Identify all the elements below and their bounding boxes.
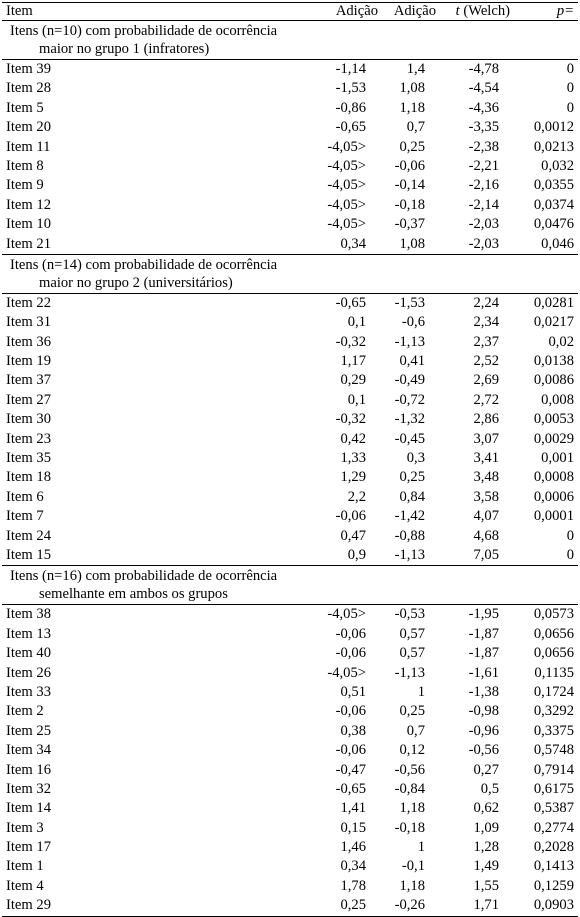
table-row (2, 546, 578, 565)
cell-adicao-1: 2,2 (347, 488, 366, 505)
table-row (2, 780, 578, 799)
cell-adicao-2: 0,25 (399, 138, 425, 155)
cell-t: -1,87 (468, 625, 499, 642)
cell-adicao-2: 1 (417, 839, 425, 856)
cell-adicao-1: 0,29 (340, 372, 366, 389)
cell-t: 1,49 (473, 858, 499, 875)
table-row (2, 352, 578, 371)
cell-item: Item 40 (6, 645, 51, 662)
section-title (2, 565, 578, 605)
cell-p: 0,032 (541, 157, 574, 174)
cell-p: 0,0138 (533, 353, 574, 370)
cell-p: 0 (566, 99, 574, 116)
cell-t: -4,54 (468, 80, 499, 97)
cell-p: 0,0656 (533, 625, 574, 642)
cell-adicao-2: 1 (417, 683, 425, 700)
cell-adicao-2: -0,06 (394, 157, 425, 174)
cell-t: 2,24 (473, 294, 499, 311)
cell-t: 2,34 (473, 314, 499, 331)
cell-t: -2,03 (468, 216, 499, 233)
table-row (2, 625, 578, 644)
cell-p: 0,1259 (533, 877, 574, 894)
cell-adicao-1: -1,14 (335, 61, 366, 77)
cell-p: 0,046 (541, 235, 574, 252)
table-row (2, 799, 578, 818)
cell-t: -2,16 (468, 177, 499, 194)
cell-adicao-1: 0,34 (340, 235, 366, 252)
cell-item: Item 12 (6, 196, 51, 213)
cell-p: 0,0012 (533, 119, 574, 136)
cell-t: -0,56 (468, 742, 499, 759)
table-row (2, 507, 578, 526)
cell-adicao-1: -0,65 (335, 780, 366, 797)
cell-adicao-1: -0,06 (335, 625, 366, 642)
section-title-line1: Itens (n=14) com probabilidade de ocorrência (10, 256, 278, 273)
cell-adicao-2: -1,32 (394, 411, 425, 428)
table-row (2, 702, 578, 721)
cell-t: -1,61 (468, 664, 499, 681)
table-row (2, 605, 578, 624)
cell-adicao-2: 0,7 (406, 722, 425, 739)
section-title (2, 254, 578, 294)
cell-p: 0,0213 (533, 138, 574, 155)
cell-item: Item 22 (6, 294, 51, 311)
table-row (2, 683, 578, 702)
header-p-label: p= (556, 3, 574, 19)
cell-t: -1,38 (468, 683, 499, 700)
cell-t: 1,28 (473, 839, 499, 856)
cell-item: Item 8 (6, 157, 44, 174)
cell-adicao-2: 1,18 (399, 800, 425, 817)
cell-item: Item 39 (6, 61, 51, 77)
table-row (2, 196, 578, 215)
header-adicao-1: Adição (335, 3, 378, 19)
cell-adicao-2: -0,37 (394, 216, 425, 233)
cell-item: Item 15 (6, 546, 51, 563)
table-row (2, 819, 578, 838)
cell-item: Item 20 (6, 119, 51, 136)
cell-adicao-2: 0,41 (399, 353, 425, 370)
header-p (557, 3, 574, 20)
cell-adicao-1: -0,06 (335, 508, 366, 525)
cell-adicao-2: 1,08 (399, 80, 425, 97)
cell-adicao-2: -1,53 (394, 294, 425, 311)
cell-adicao-2: 0,25 (399, 703, 425, 720)
cell-item: Item 27 (6, 391, 51, 408)
table-row (2, 664, 578, 683)
table-row (2, 294, 578, 313)
cell-adicao-1: -0,47 (335, 761, 366, 778)
table-row (2, 235, 578, 254)
cell-t: 1,71 (473, 897, 499, 914)
cell-item: Item 9 (6, 177, 44, 194)
cell-adicao-2: -1,42 (394, 508, 425, 525)
cell-adicao-1: 1,41 (340, 800, 366, 817)
cell-t: 2,69 (473, 372, 499, 389)
cell-adicao-2: 0,25 (399, 469, 425, 486)
cell-adicao-2: -0,49 (394, 372, 425, 389)
table-row (2, 391, 578, 410)
cell-p: 0,5748 (533, 742, 574, 759)
cell-adicao-2: -1,13 (394, 546, 425, 563)
cell-p: 0,7914 (533, 761, 574, 778)
header-adicao-2: Adição (393, 3, 436, 19)
cell-t: 3,58 (473, 488, 499, 505)
cell-t: 0,27 (473, 761, 499, 778)
cell-p: 0,1724 (533, 683, 574, 700)
cell-adicao-2: -0,6 (401, 314, 425, 331)
table-row (2, 468, 578, 487)
cell-adicao-1: 1,33 (340, 450, 366, 467)
header-t-welch (456, 3, 510, 20)
cell-p: 0 (566, 80, 574, 97)
table-row (2, 215, 578, 234)
cell-item: Item 4 (6, 877, 44, 894)
cell-item: Item 26 (6, 664, 51, 681)
cell-item: Item 7 (6, 508, 44, 525)
cell-adicao-1: 0,34 (340, 858, 366, 875)
table-row (2, 896, 578, 916)
table-row (2, 410, 578, 429)
cell-t: 2,72 (473, 391, 499, 408)
cell-item: Item 6 (6, 488, 44, 505)
cell-adicao-1: -0,32 (335, 333, 366, 350)
cell-adicao-1: 0,15 (340, 819, 366, 836)
cell-adicao-2: -0,26 (394, 897, 425, 914)
cell-item: Item 29 (6, 897, 51, 914)
cell-adicao-2: -0,18 (394, 196, 425, 213)
cell-item: Item 5 (6, 99, 44, 116)
cell-item: Item 1 (6, 858, 44, 875)
section-title (2, 21, 578, 60)
cell-adicao-2: -0,72 (394, 391, 425, 408)
table-row (2, 430, 578, 449)
table-row (2, 313, 578, 332)
cell-adicao-2: -0,14 (394, 177, 425, 194)
section-title-line2: maior no grupo 1 (infratores) (39, 41, 210, 57)
cell-adicao-2: -0,18 (394, 819, 425, 836)
cell-t: -4,78 (468, 61, 499, 77)
cell-t: 1,09 (473, 819, 499, 836)
cell-adicao-1: -0,86 (335, 99, 366, 116)
cell-p: 0,6175 (533, 780, 574, 797)
cell-t: 3,07 (473, 430, 499, 447)
table-header (2, 2, 578, 21)
cell-item: Item 28 (6, 80, 51, 97)
header-t-label: (Welch) (459, 3, 510, 19)
cell-p: 0,0086 (533, 372, 574, 389)
cell-adicao-2: -0,1 (401, 858, 425, 875)
cell-t: 7,05 (473, 546, 499, 563)
cell-adicao-2: -0,53 (394, 606, 425, 623)
cell-item: Item 11 (6, 138, 51, 155)
cell-adicao-2: -0,56 (394, 761, 425, 778)
cell-item: Item 24 (6, 527, 51, 544)
cell-t: -1,87 (468, 645, 499, 662)
header-t-symbol: t (455, 3, 460, 19)
table-row (2, 60, 578, 79)
table-row (2, 722, 578, 741)
cell-item: Item 38 (6, 606, 51, 623)
cell-adicao-1: -4,05> (327, 196, 366, 213)
section-title-line1: Itens (n=10) com probabilidade de ocorrência (10, 23, 278, 39)
cell-p: 0 (566, 61, 574, 77)
cell-item: Item 31 (6, 314, 51, 331)
cell-adicao-1: -0,65 (335, 294, 366, 311)
cell-item: Item 19 (6, 353, 51, 370)
cell-p: 0,0374 (533, 196, 574, 213)
cell-adicao-1: -0,06 (335, 742, 366, 759)
cell-item: Item 34 (6, 742, 51, 759)
cell-t: -0,98 (468, 703, 499, 720)
cell-adicao-2: -1,13 (394, 664, 425, 681)
table-row (2, 371, 578, 390)
cell-adicao-1: -0,32 (335, 411, 366, 428)
cell-p: 0,0008 (533, 469, 574, 486)
cell-item: Item 16 (6, 761, 51, 778)
cell-adicao-1: -1,53 (335, 80, 366, 97)
cell-adicao-1: 1,17 (340, 353, 366, 370)
cell-adicao-2: -0,88 (394, 527, 425, 544)
table-row (2, 877, 578, 896)
cell-adicao-2: 1,18 (399, 877, 425, 894)
cell-p: 0,0001 (533, 508, 574, 525)
cell-p: 0,008 (541, 391, 574, 408)
cell-t: 2,37 (473, 333, 499, 350)
cell-p: 0,1135 (534, 664, 574, 681)
table-row (2, 138, 578, 157)
cell-item: Item 21 (6, 235, 51, 252)
cell-adicao-1: 1,78 (340, 877, 366, 894)
cell-p: 0 (566, 546, 574, 563)
cell-t: 4,68 (473, 527, 499, 544)
cell-p: 0,0355 (533, 177, 574, 194)
cell-adicao-1: 1,29 (340, 469, 366, 486)
cell-p: 0,0573 (533, 606, 574, 623)
cell-adicao-1: -0,06 (335, 645, 366, 662)
cell-p: 0,3375 (533, 722, 574, 739)
cell-t: 0,5 (480, 780, 499, 797)
cell-item: Item 35 (6, 450, 51, 467)
cell-t: -3,35 (468, 119, 499, 136)
table-row (2, 157, 578, 176)
table-row (2, 838, 578, 857)
table-row (2, 449, 578, 468)
cell-p: 0,0029 (533, 430, 574, 447)
cell-adicao-2: 0,3 (406, 450, 425, 467)
cell-p: 0,2774 (533, 819, 574, 836)
cell-t: 3,48 (473, 469, 499, 486)
cell-item: Item 30 (6, 411, 51, 428)
cell-adicao-1: 0,47 (340, 527, 366, 544)
cell-p: 0,0281 (533, 294, 574, 311)
cell-p: 0,0217 (533, 314, 574, 331)
cell-adicao-2: 0,84 (399, 488, 425, 505)
cell-adicao-1: -4,05> (327, 157, 366, 174)
cell-item: Item 37 (6, 372, 51, 389)
cell-item: Item 14 (6, 800, 51, 817)
cell-item: Item 2 (6, 703, 44, 720)
table-row (2, 176, 578, 195)
cell-p: 0,0053 (533, 411, 574, 428)
cell-item: Item 17 (6, 839, 51, 856)
cell-p: 0,02 (548, 333, 574, 350)
cell-adicao-1: -4,05> (327, 177, 366, 194)
cell-p: 0,0903 (533, 897, 574, 914)
cell-adicao-1: 1,46 (340, 839, 366, 856)
cell-t: -4,36 (468, 99, 499, 116)
cell-adicao-1: 0,25 (340, 897, 366, 914)
cell-t: 1,55 (473, 877, 499, 894)
cell-adicao-1: -4,05> (327, 664, 366, 681)
table-row (2, 644, 578, 663)
cell-item: Item 10 (6, 216, 51, 233)
cell-t: -2,03 (468, 235, 499, 252)
table-row (2, 79, 578, 98)
cell-adicao-2: -0,84 (394, 780, 425, 797)
section-title-line2: maior no grupo 2 (universitários) (39, 274, 233, 291)
cell-adicao-1: 0,9 (347, 546, 366, 563)
cell-item: Item 13 (6, 625, 51, 642)
cell-p: 0,0476 (533, 216, 574, 233)
results-table (2, 2, 578, 917)
cell-adicao-1: 0,51 (340, 683, 366, 700)
cell-adicao-2: 1,08 (399, 235, 425, 252)
cell-t: 2,86 (473, 411, 499, 428)
cell-t: -1,95 (468, 606, 499, 623)
table-row (2, 741, 578, 760)
table-row (2, 333, 578, 352)
table-body (2, 21, 578, 917)
cell-adicao-2: 0,7 (406, 119, 425, 136)
cell-p: 0 (566, 527, 574, 544)
cell-adicao-2: -0,45 (394, 430, 425, 447)
table-row (2, 118, 578, 137)
cell-adicao-1: 0,1 (347, 314, 366, 331)
cell-t: 0,62 (473, 800, 499, 817)
cell-t: -2,38 (468, 138, 499, 155)
cell-item: Item 32 (6, 780, 51, 797)
table-row (2, 761, 578, 780)
cell-p: 0,0656 (533, 645, 574, 662)
cell-t: -2,14 (468, 196, 499, 213)
cell-item: Item 36 (6, 333, 51, 350)
cell-adicao-1: 0,42 (340, 430, 366, 447)
cell-t: 4,07 (473, 508, 499, 525)
cell-adicao-1: 0,38 (340, 722, 366, 739)
cell-item: Item 23 (6, 430, 51, 447)
table-row (2, 857, 578, 876)
cell-p: 0,3292 (533, 703, 574, 720)
table-row (2, 99, 578, 118)
cell-t: -2,21 (468, 157, 499, 174)
cell-adicao-1: -0,65 (335, 119, 366, 136)
header-item: Item (6, 3, 33, 19)
cell-p: 0,5387 (533, 800, 574, 817)
cell-adicao-2: 0,57 (399, 645, 425, 662)
cell-p: 0,2028 (533, 839, 574, 856)
cell-item: Item 33 (6, 683, 51, 700)
cell-item: Item 18 (6, 469, 51, 486)
cell-adicao-2: 0,57 (399, 625, 425, 642)
cell-adicao-1: -4,05> (327, 216, 366, 233)
table-row (2, 527, 578, 546)
cell-t: 2,52 (473, 353, 499, 370)
cell-adicao-1: -0,06 (335, 703, 366, 720)
cell-adicao-1: 0,1 (347, 391, 366, 408)
cell-item: Item 25 (6, 722, 51, 739)
cell-p: 0,1413 (533, 858, 574, 875)
cell-adicao-2: 0,12 (399, 742, 425, 759)
cell-adicao-2: -1,13 (394, 333, 425, 350)
cell-t: -0,96 (468, 722, 499, 739)
cell-item: Item 3 (6, 819, 44, 836)
cell-p: 0,0006 (533, 488, 574, 505)
cell-p: 0,001 (541, 450, 574, 467)
cell-adicao-2: 1,4 (406, 61, 425, 77)
cell-t: 3,41 (473, 450, 499, 467)
section-title-line2: semelhante em ambos os grupos (39, 586, 228, 603)
table-row (2, 488, 578, 507)
cell-adicao-2: 1,18 (399, 99, 425, 116)
cell-adicao-1: -4,05> (327, 138, 366, 155)
section-title-line1: Itens (n=16) com probabilidade de ocorrência (10, 568, 278, 585)
cell-adicao-1: -4,05> (327, 606, 366, 623)
